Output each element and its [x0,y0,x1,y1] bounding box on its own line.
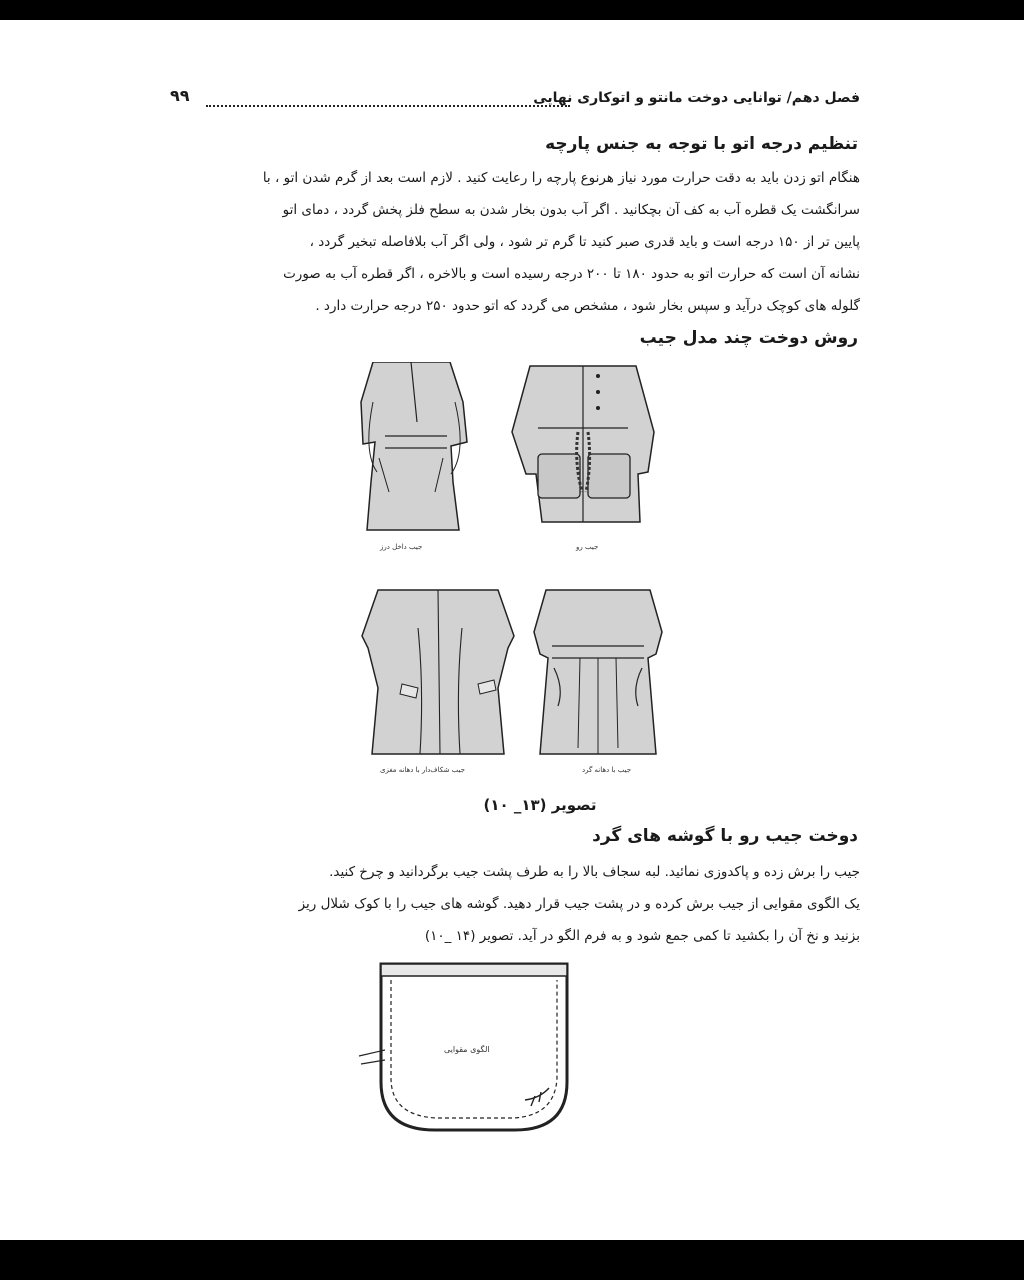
paragraph-line: سرانگشت یک قطره آب به کف آن بچکانید . اگر آب بدون بخار شدن به سطح فلز پخش گردد ، دمای اتو [282,202,860,218]
paragraph-line: یک الگوی مقوایی از جیب برش کرده و در پشت جیب قرار دهید. گوشه های جیب را با کوک شلال ریز [298,896,860,912]
paragraph-line: هنگام اتو زدن باید به دقت حرارت مورد نیاز هرنوع پارچه را رعایت کنید . لازم است بعد از گرم شدن اتو ، با [262,170,860,186]
paragraph-line: بزنید و نخ آن را بکشید تا کمی جمع شود و به فرم الگو در آید. تصویر (۱۴ _۱۰) [424,928,860,944]
paragraph-line: نشانه آن است که حرارت اتو به حدود ۱۸۰ تا ۲۰۰ درجه رسیده است و بالاخره ، اگر قطره آب به صورت [283,266,860,282]
paragraph-patch-pocket [160,856,860,952]
label-slash-pocket: جیب شکاف‌دار با دهانه مغزی [380,766,465,774]
label-round-pocket: جیب با دهانه گرد [582,766,632,774]
label-cardboard-template: الگوی مقوایی [444,1045,490,1054]
section-title-iron-temperature: تنظیم درجه اتو با توجه به جنس پارچه [545,134,858,154]
label-patch-pocket: جیب رو [576,543,599,551]
bottom-black-bar [0,1240,1024,1280]
section-title-patch-pocket-rounded: دوخت جیب رو با گوشه های گرد [592,826,858,846]
round-pocket-illustration [528,588,668,756]
paragraph-iron-temperature [160,162,860,322]
leader-dots [206,105,570,107]
paragraph-line: جیب را برش زده و پاکدوزی نمائید. لبه سجاف بالا را به طرف پشت جیب برگردانید و چرخ کنید. [329,864,860,880]
paragraph-line: گلوله های کوچک درآید و سپس بخار شود ، مشخص می گردد که اتو حدود ۲۵۰ درجه حرارت دارد . [315,298,860,314]
chapter-title: فصل دهم/ توانایی دوخت مانتو و اتوکاری نهایی [533,90,860,106]
patch-pocket-illustration [508,362,658,530]
figure-13-caption: تصویر (۱۳_ ۱۰) [483,796,597,814]
paragraph-line: پایین تر از ۱۵۰ درجه است و باید قدری صبر کنید تا گرم تر شود ، ولی اگر آب بلافاصله تبخیر گردد ، [309,234,860,250]
section-title-pocket-models: روش دوخت چند مدل جیب [639,328,858,348]
page-header [170,86,860,116]
page-number: ۹۹ [170,86,190,105]
top-black-bar [0,0,1024,20]
inseam-pocket-illustration [355,362,475,532]
label-inseam-pocket: جیب داخل درز [380,543,423,551]
slash-pocket-illustration [358,588,518,756]
